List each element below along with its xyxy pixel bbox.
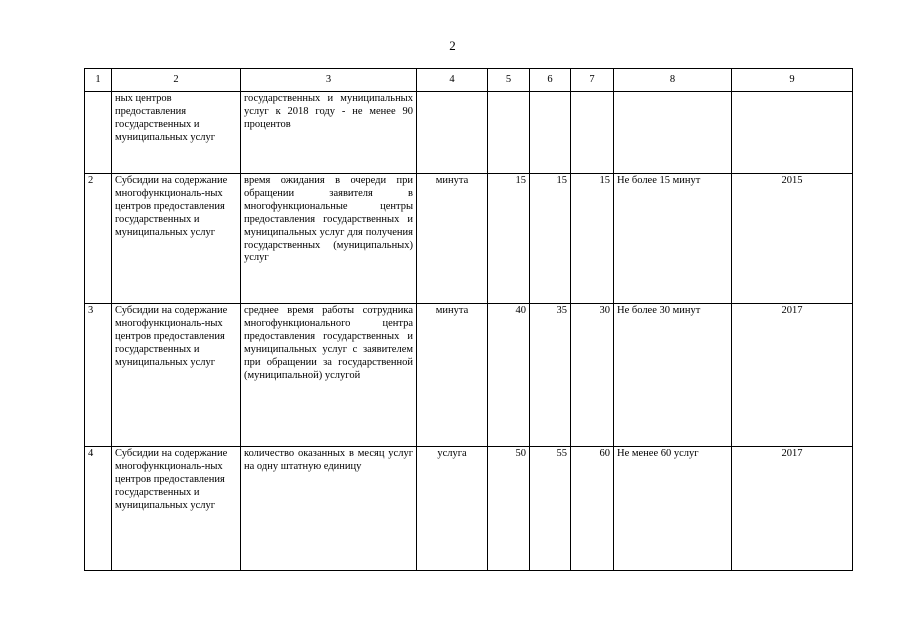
unit-cell: минута (417, 304, 488, 447)
value-col5: 40 (488, 304, 530, 447)
row-number: 2 (85, 174, 112, 304)
indicators-table (84, 68, 853, 571)
value-col7: 30 (571, 304, 614, 447)
column-header: 1 (85, 69, 112, 92)
unit-cell (417, 92, 488, 174)
page-number: 2 (449, 38, 456, 53)
unit-cell: минута (417, 174, 488, 304)
value-col7: 60 (571, 447, 614, 571)
target-value: Не менее 60 услуг (614, 447, 732, 571)
value-col6: 15 (530, 174, 571, 304)
target-year: 2015 (732, 174, 853, 304)
unit-cell: услуга (417, 447, 488, 571)
measure-name: Субсидии на содержание многофункциональ-ных центров предоставления государственных и муниципальных услуг (112, 174, 241, 304)
column-header: 7 (571, 69, 614, 92)
table-row (85, 447, 853, 571)
row-number: 3 (85, 304, 112, 447)
column-header: 2 (112, 69, 241, 92)
table-row (85, 92, 853, 174)
target-value: Не более 30 минут (614, 304, 732, 447)
target-year: 2017 (732, 304, 853, 447)
value-col7 (571, 92, 614, 174)
target-year (732, 92, 853, 174)
column-header: 4 (417, 69, 488, 92)
value-col5: 15 (488, 174, 530, 304)
value-col6: 35 (530, 304, 571, 447)
column-header: 6 (530, 69, 571, 92)
measure-name: Субсидии на содержание многофункциональ-ных центров предоставления государственных и муниципальных услуг (112, 447, 241, 571)
indicator-text: время ожидания в очереди при обращении заявителя в многофункциональные центры предоставления государственных и муниципальных услуг для получения государственных (муниципальных) услуг (241, 174, 417, 304)
table-row (85, 304, 853, 447)
column-header: 3 (241, 69, 417, 92)
column-header: 8 (614, 69, 732, 92)
target-value (614, 92, 732, 174)
indicator-text: государственных и муниципальных услуг к 2018 году - не менее 90 процентов (241, 92, 417, 174)
table-row (85, 174, 853, 304)
row-number: 4 (85, 447, 112, 571)
indicator-text: среднее время работы сотрудника многофункционального центра предоставления государственных и муниципальных услуг с заявителем при обращении за государственной (муниципальной) услугой (241, 304, 417, 447)
value-col7: 15 (571, 174, 614, 304)
target-year: 2017 (732, 447, 853, 571)
column-header: 5 (488, 69, 530, 92)
value-col5 (488, 92, 530, 174)
column-header: 9 (732, 69, 853, 92)
target-value: Не более 15 минут (614, 174, 732, 304)
value-col6: 55 (530, 447, 571, 571)
header-row (85, 69, 853, 92)
value-col5: 50 (488, 447, 530, 571)
measure-name: Субсидии на содержание многофункциональ-ных центров предоставления государственных и муниципальных услуг (112, 304, 241, 447)
measure-name: ных центров предоставления государственных и муниципальных услуг (112, 92, 241, 174)
indicator-text: количество оказанных в месяц услуг на одну штатную единицу (241, 447, 417, 571)
row-number (85, 92, 112, 174)
value-col6 (530, 92, 571, 174)
